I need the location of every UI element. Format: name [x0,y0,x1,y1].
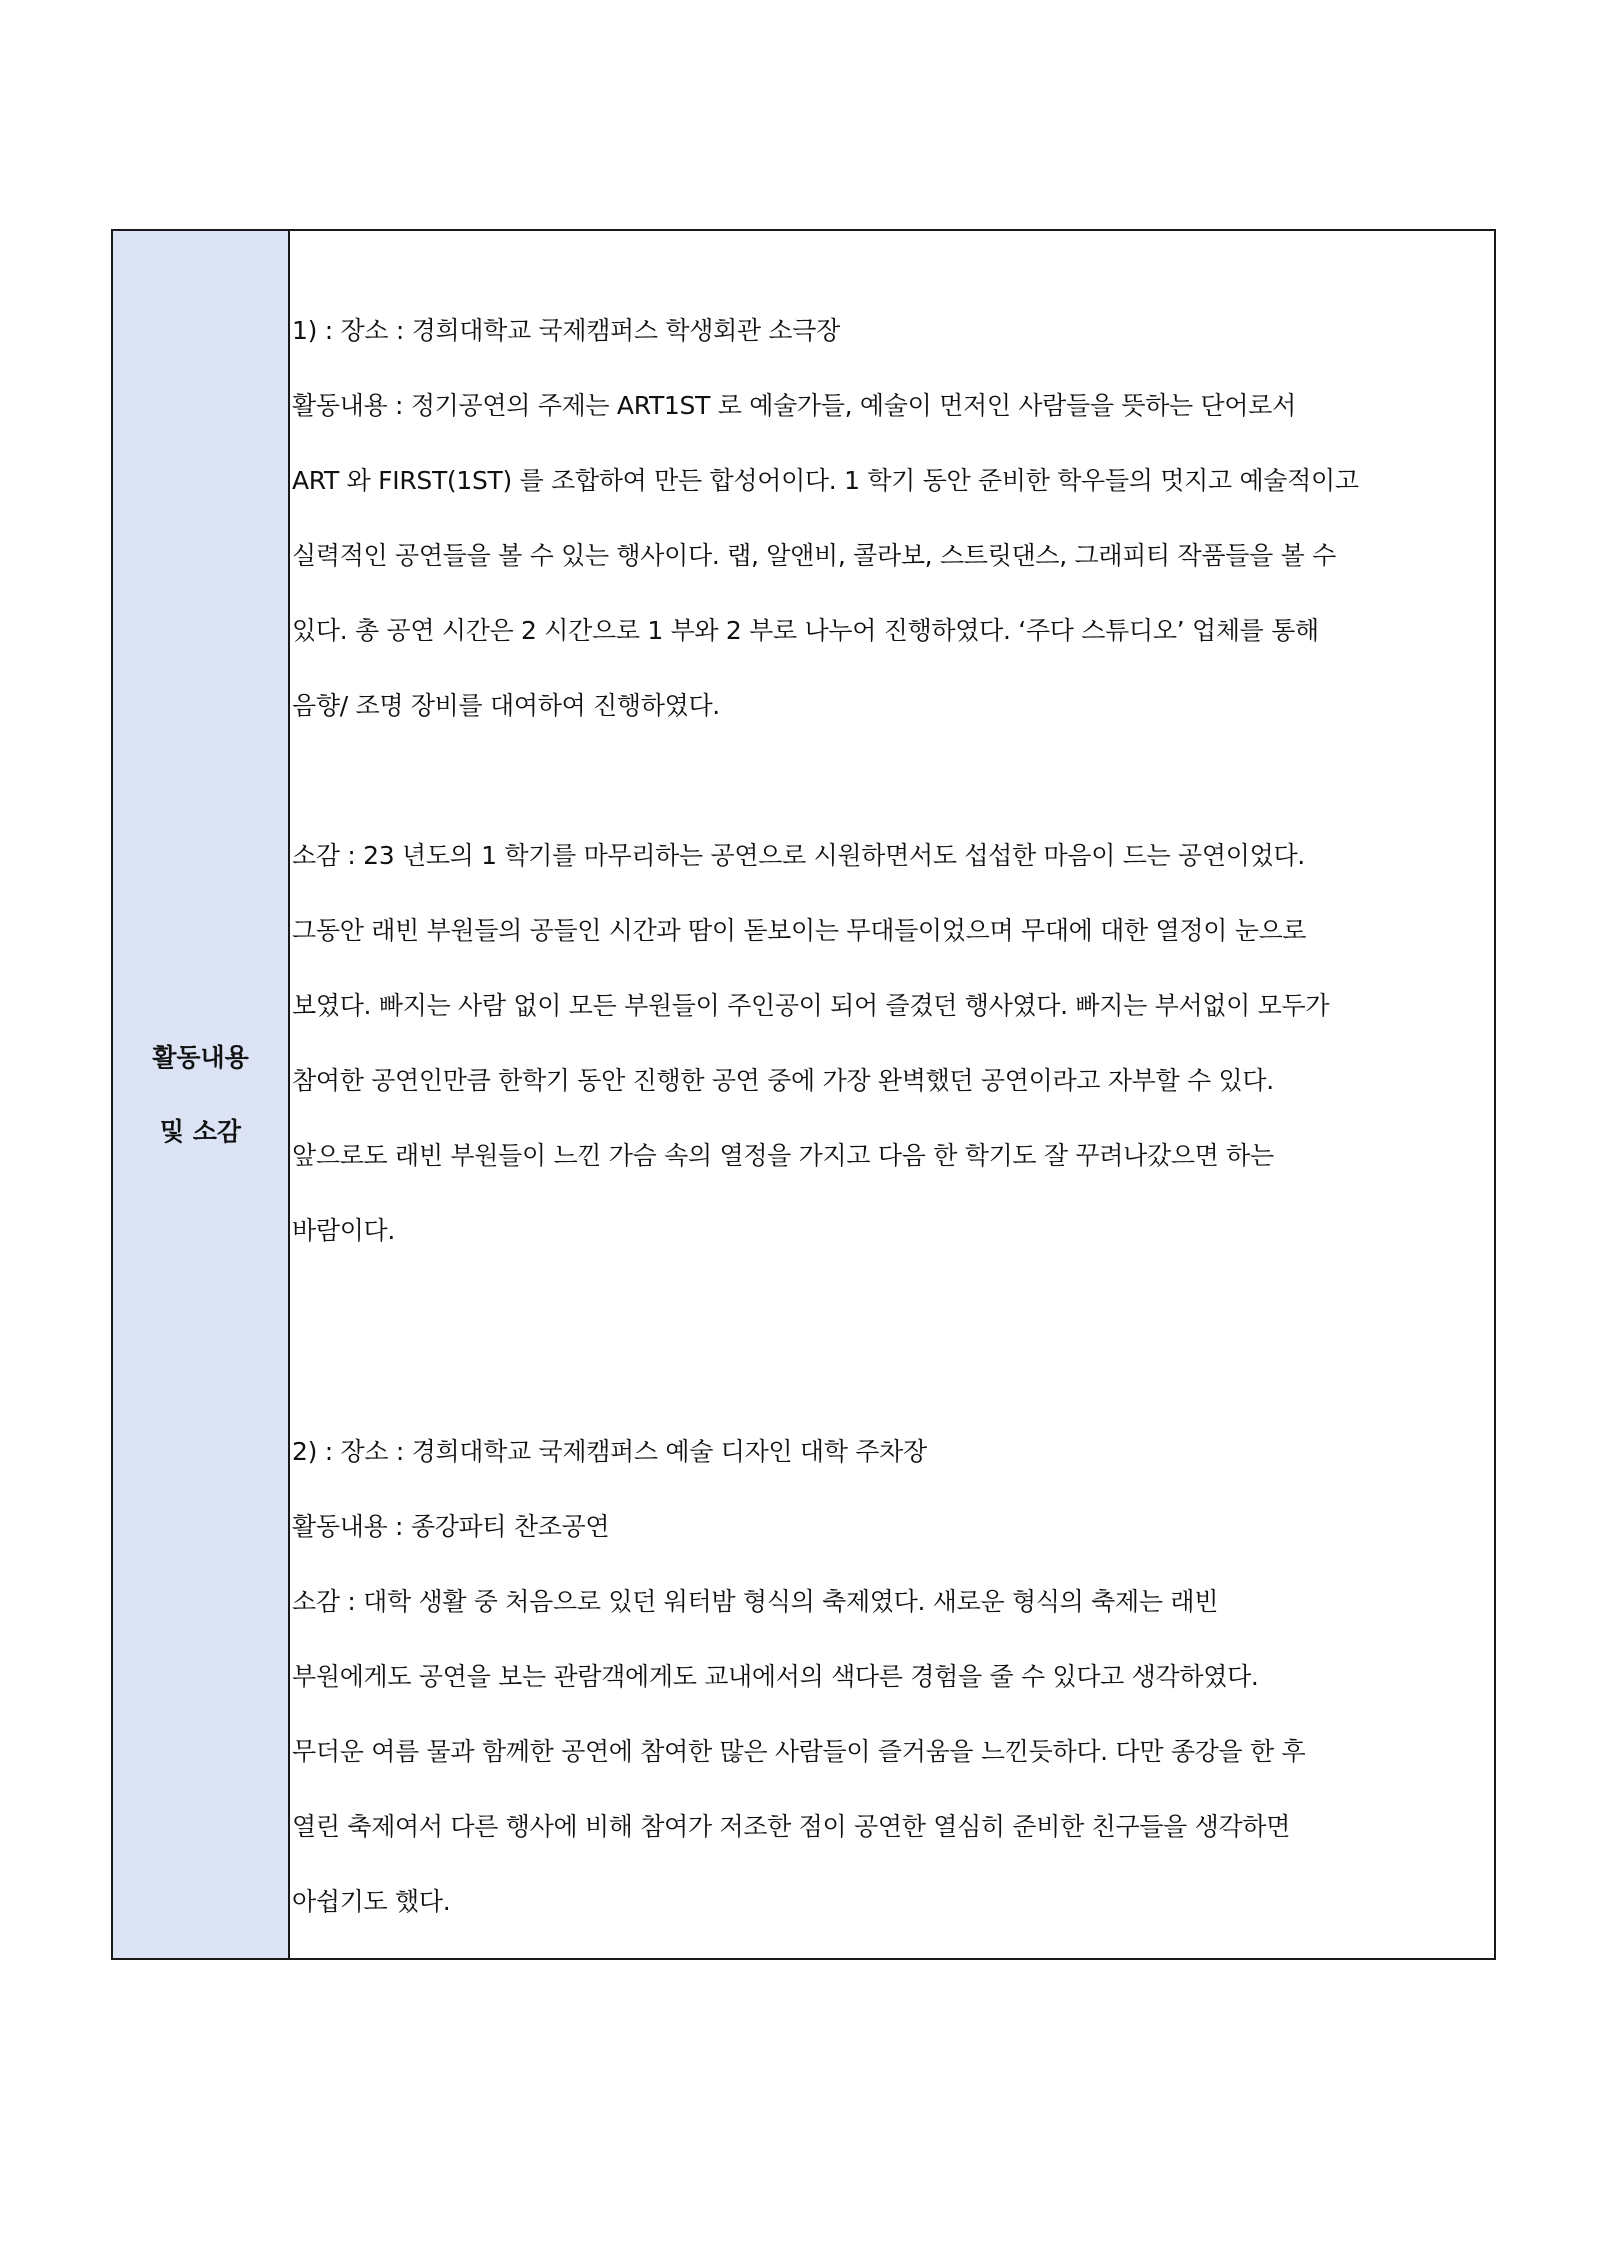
entry1-activity-line: 있다. 총 공연 시간은 2 시간으로 1 부와 2 부로 나누어 진행하였다. ‘주다 스튜디오’ 업체를 통해 [292,616,1319,645]
entry1-activity-line: 활동내용 : 정기공연의 주제는 ART1ST 로 예술가들, 예술이 먼저인 사람들을 뜻하는 단어로서 [292,391,1296,420]
section-label-line1: 활동내용 [152,1042,249,1072]
entry2-impression-line: 아쉽기도 했다. [292,1887,451,1916]
entry1-impression-line: 참여한 공연인만큼 한학기 동안 진행한 공연 중에 가장 완벽했던 공연이라고 자부할 수 있다. [292,1066,1274,1095]
entry1-impression-line: 보였다. 빠지는 사람 없이 모든 부원들이 주인공이 되어 즐겼던 행사였다. 빠지는 부서없이 모두가 [292,991,1330,1020]
section-content-cell [290,231,1494,1958]
entry1-activity-line: 실력적인 공연들을 볼 수 있는 행사이다. 랩, 알앤비, 콜라보, 스트릿댄스, 그래피티 작품들을 볼 수 [292,541,1336,570]
entry2-impression-line: 무더운 여름 물과 함께한 공연에 참여한 많은 사람들이 즐거움을 느낀듯하다. 다만 종강을 한 후 [292,1737,1306,1766]
section-label-cell [113,231,290,1958]
entry1-impression-line: 그동안 래빈 부원들의 공들인 시간과 땀이 돋보이는 무대들이었으며 무대에 대한 열정이 눈으로 [292,916,1307,945]
entry2-impression-line: 부원에게도 공연을 보는 관람객에게도 교내에서의 색다른 경험을 줄 수 있다고 생각하였다. [292,1662,1259,1691]
entry2-place: 2) : 장소 : 경희대학교 국제캠퍼스 예술 디자인 대학 주차장 [292,1437,927,1466]
entry1-impression-line: 바람이다. [292,1216,396,1245]
section-label-line2: 및 소감 [159,1116,242,1146]
entry1-impression-line: 소감 : 23 년도의 1 학기를 마무리하는 공연으로 시원하면서도 섭섭한 마음이 드는 공연이었다. [292,841,1305,870]
activity-report-table [111,229,1496,1960]
entry2-activity: 활동내용 : 종강파티 찬조공연 [292,1512,610,1541]
entry2-impression-line: 열린 축제여서 다른 행사에 비해 참여가 저조한 점이 공연한 열심히 준비한 친구들을 생각하면 [292,1812,1291,1841]
entry1-place: 1) : 장소 : 경희대학교 국제캠퍼스 학생회관 소극장 [292,316,840,345]
entry1-activity-line: 음향/ 조명 장비를 대여하여 진행하였다. [292,691,720,720]
entry2-impression-line: 소감 : 대학 생활 중 처음으로 있던 워터밤 형식의 축제였다. 새로운 형식의 축제는 래빈 [292,1587,1219,1616]
entry1-activity-line: ART 와 FIRST(1ST) 를 조합하여 만든 합성어이다. 1 학기 동안 준비한 학우들의 멋지고 예술적이고 [292,466,1359,495]
entry1-impression-line: 앞으로도 래빈 부원들이 느낀 가슴 속의 열정을 가지고 다음 한 학기도 잘 꾸려나갔으면 하는 [292,1141,1274,1170]
